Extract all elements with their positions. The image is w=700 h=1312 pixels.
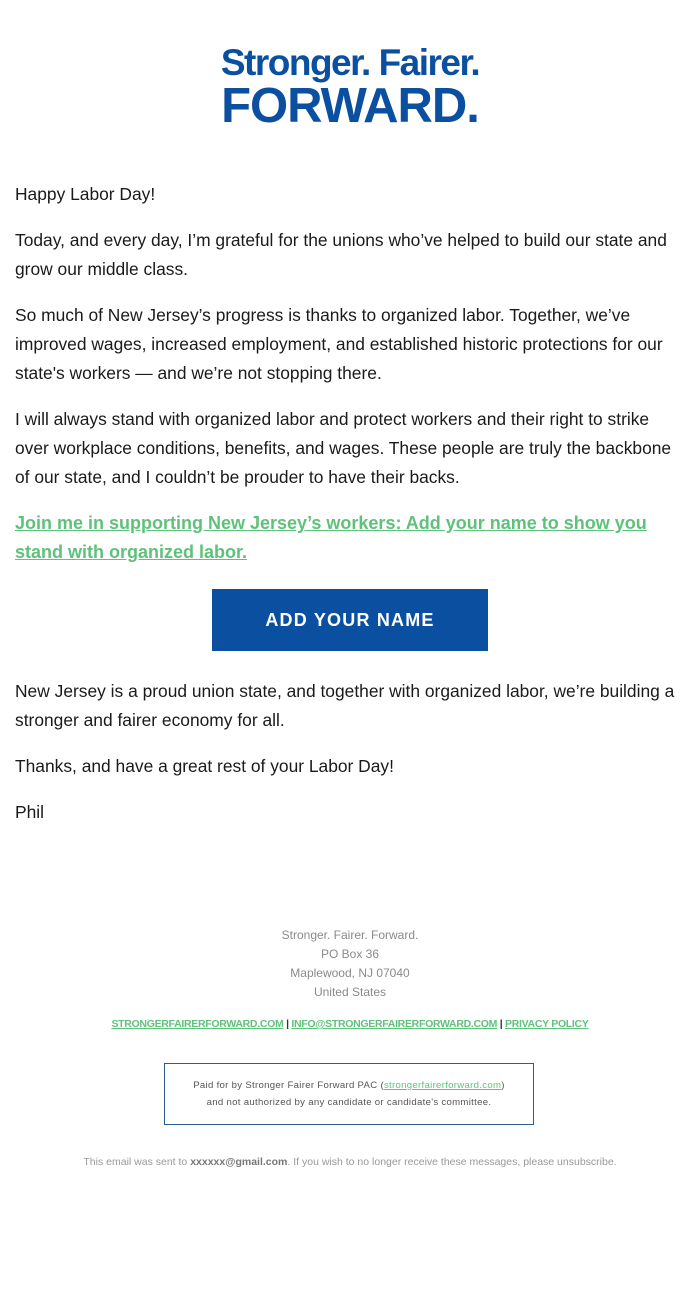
paid-for-suffix: ) (501, 1080, 505, 1091)
footer-email-link[interactable]: INFO@STRONGERFAIRERFORWARD.COM (291, 1018, 498, 1030)
logo (0, 42, 700, 133)
footer-privacy-link[interactable]: PRIVACY POLICY (505, 1018, 589, 1030)
footer-links (0, 1018, 700, 1030)
paragraph-3: I will always stand with organized labor and protect workers and their right to strike over workplace conditions, benefits, and wages. These people are truly the backbone of our state, and I couldn’t be prouder to have their backs. (15, 409, 672, 487)
paid-for-disclaimer (164, 1063, 534, 1125)
footer-po-box: PO Box 36 (320, 947, 380, 961)
logo-word-stronger: Stronger. (220, 42, 370, 83)
paragraph-1: Today, and every day, I’m grateful for the unions who’ve helped to build our state and grow our middle class. (15, 230, 667, 279)
email-body (15, 180, 687, 844)
paid-for-site-link[interactable]: strongerfairerforward.com (383, 1080, 502, 1091)
paragraph-4: New Jersey is a proud union state, and together with organized labor, we’re building a stronger and fairer economy for all. (15, 681, 675, 730)
cta-button-wrap (15, 589, 687, 651)
sent-email: xxxxxx@gmail.com (190, 1156, 288, 1168)
logo-word-fairer: Fairer. (378, 42, 480, 83)
greeting: Happy Labor Day! (15, 184, 156, 204)
footer-org: Stronger. Fairer. Forward. (281, 928, 419, 942)
sent-to-note (0, 1156, 700, 1168)
paid-for-line-2: and not authorized by any candidate or candidate's committee. (206, 1097, 492, 1108)
paragraph-5: Thanks, and have a great rest of your Labor Day! (15, 756, 394, 776)
paid-for-line-1 (165, 1077, 533, 1094)
footer-country: United States (313, 985, 387, 999)
footer-site-link[interactable]: STRONGERFAIRERFORWARD.COM (111, 1018, 284, 1030)
paid-for-prefix: Paid for by Stronger Fairer Forward PAC ( (193, 1080, 384, 1091)
footer-address (0, 926, 700, 1002)
footer-separator: | (286, 1018, 289, 1030)
logo-tagline (221, 44, 479, 82)
logo-forward: FORWARD. (221, 79, 479, 133)
signature: Phil (15, 802, 44, 822)
cta-link[interactable]: Join me in supporting New Jersey’s workers: Add your name to show you stand with organized labor. (15, 513, 647, 562)
footer-separator: | (499, 1018, 503, 1030)
footer-city: Maplewood, NJ 07040 (290, 966, 410, 980)
sent-prefix: This email was sent to (83, 1156, 188, 1168)
paragraph-2: So much of New Jersey’s progress is thanks to organized labor. Together, we’ve improved wages, increased employment, and established historic protections for our state's workers — and we’re not stopping there. (15, 305, 663, 383)
cta-paragraph (15, 509, 687, 567)
sent-suffix: . If you wish to no longer receive these messages, please unsubscribe. (287, 1156, 617, 1168)
add-your-name-button[interactable]: ADD YOUR NAME (212, 589, 488, 651)
